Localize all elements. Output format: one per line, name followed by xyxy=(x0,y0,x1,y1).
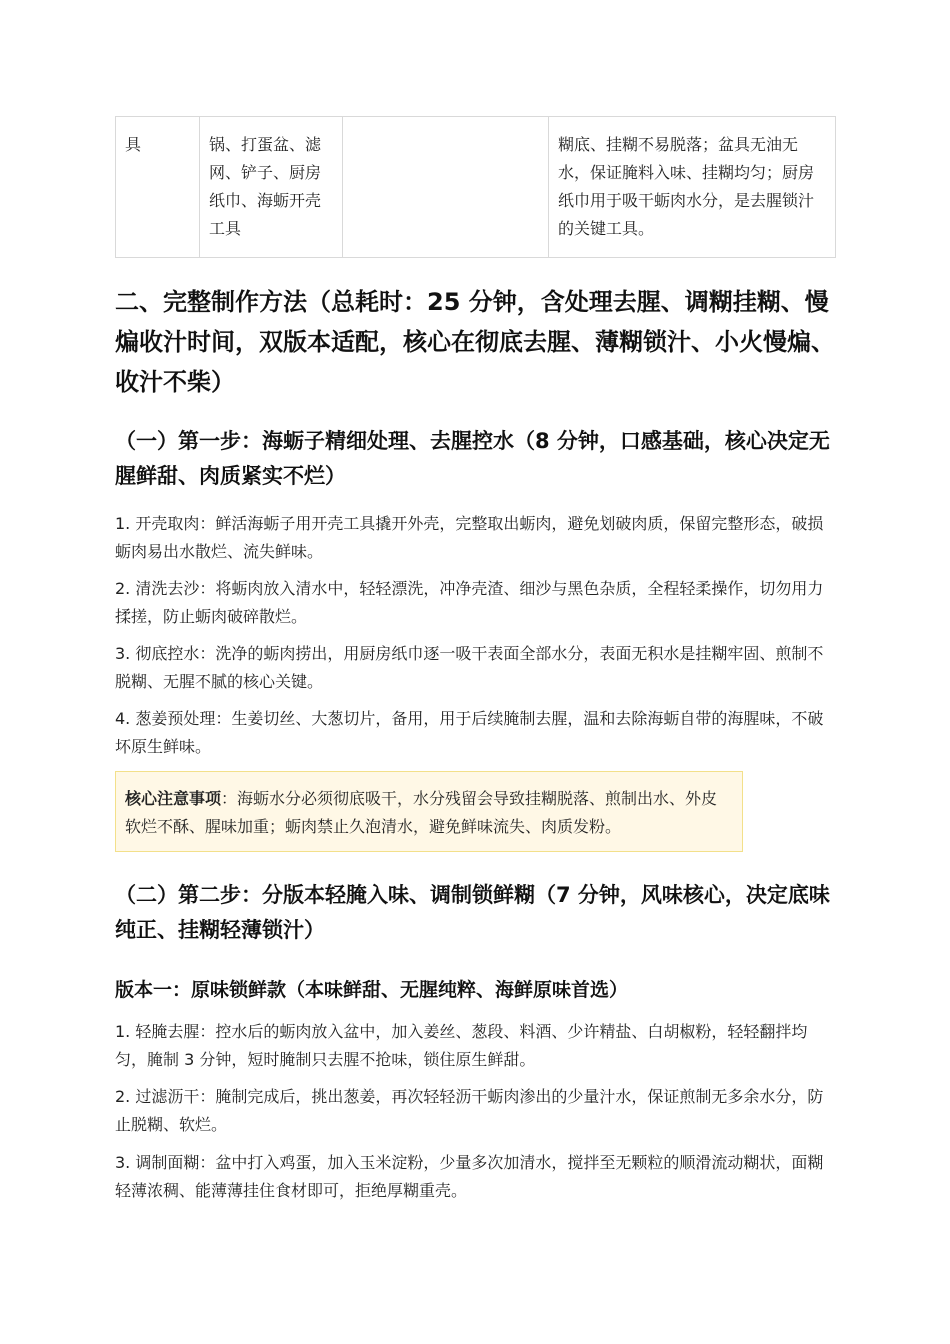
note-label: 核心注意事项 xyxy=(125,789,222,808)
step2-item-1: 1. 轻腌去腥：控水后的蛎肉放入盆中，加入姜丝、葱段、料酒、少许精盐、白胡椒粉，轻轻翻拌均匀，腌制 3 分钟，短时腌制只去腥不抢味，锁住原生鲜甜。 xyxy=(115,1022,808,1069)
step2-item-3: 3. 调制面糊：盆中打入鸡蛋，加入玉米淀粉，少量多次加清水，搅拌至无颗粒的顺滑流动糊状，面糊轻薄浓稠、能薄薄挂住食材即可，拒绝厚糊重壳。 xyxy=(115,1153,824,1200)
table-cell-empty xyxy=(343,117,549,258)
step2-heading: （二）第二步：分版本轻腌入味、调制锁鲜糊（7 分钟，风味核心，决定底味纯正、挂糊轻薄锁汁） xyxy=(115,883,830,942)
table-row xyxy=(116,117,836,258)
step1-item-3: 3. 彻底控水：洗净的蛎肉捞出，用厨房纸巾逐一吸干表面全部水分，表面无积水是挂糊牢固、煎制不脱糊、无腥不腻的核心关键。 xyxy=(115,644,824,691)
table-cell-category: 具 xyxy=(116,117,200,258)
version1-heading: 版本一：原味锁鲜款（本味鲜甜、无腥纯粹、海鲜原味首选） xyxy=(115,979,629,1001)
tools-table xyxy=(115,116,836,258)
step1-item-1: 1. 开壳取肉：鲜活海蛎子用开壳工具撬开外壳，完整取出蛎肉，避免划破肉质，保留完整形态，破损蛎肉易出水散烂、流失鲜味。 xyxy=(115,514,824,561)
table-cell-items: 锅、打蛋盆、滤网、铲子、厨房纸巾、海蛎开壳工具 xyxy=(200,117,343,258)
core-note-box xyxy=(115,771,743,852)
step1-item-2: 2. 清洗去沙：将蛎肉放入清水中，轻轻漂洗，冲净壳渣、细沙与黑色杂质，全程轻柔操作，切勿用力揉搓，防止蛎肉破碎散烂。 xyxy=(115,579,824,626)
step1-item-4: 4. 葱姜预处理：生姜切丝、大葱切片，备用，用于后续腌制去腥，温和去除海蛎自带的海腥味，不破坏原生鲜味。 xyxy=(115,709,824,756)
step2-item-2: 2. 过滤沥干：腌制完成后，挑出葱姜，再次轻轻沥干蛎肉渗出的少量汁水，保证煎制无多余水分，防止脱糊、软烂。 xyxy=(115,1087,824,1134)
table-cell-notes: 糊底、挂糊不易脱落；盆具无油无水，保证腌料入味、挂糊均匀；厨房纸巾用于吸干蛎肉水分，是去腥锁汁的关键工具。 xyxy=(549,117,836,258)
note-text: ：海蛎水分必须彻底吸干，水分残留会导致挂糊脱落、煎制出水、外皮软烂不酥、腥味加重；蛎肉禁止久泡清水，避免鲜味流失、肉质发粉。 xyxy=(125,789,718,836)
step1-heading: （一）第一步：海蛎子精细处理、去腥控水（8 分钟，口感基础，核心决定无腥鲜甜、肉质紧实不烂） xyxy=(115,429,830,488)
section2-heading: 二、完整制作方法（总耗时：25 分钟，含处理去腥、调糊挂糊、慢煸收汁时间，双版本适配，核心在彻底去腥、薄糊锁汁、小火慢煸、收汁不柴） xyxy=(115,288,835,396)
